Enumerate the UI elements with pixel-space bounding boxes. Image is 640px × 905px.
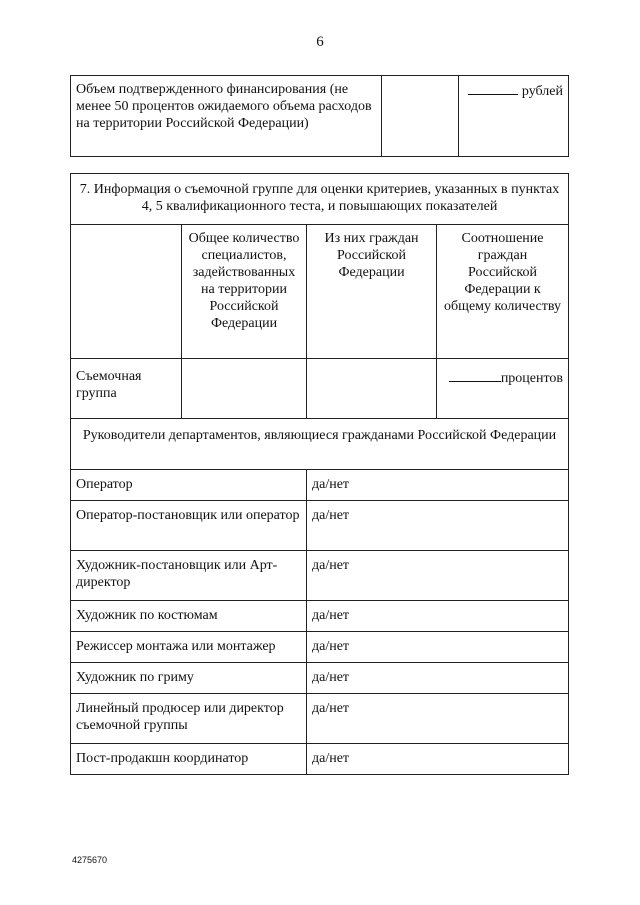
role-label: Художник по костюмам: [71, 601, 307, 632]
heads-subheader-row: [71, 419, 569, 470]
financing-row: [71, 76, 569, 157]
crew-ratio-cell[interactable]: [437, 359, 569, 419]
financing-unit: рублей: [521, 84, 563, 99]
role-value[interactable]: да/нет: [307, 632, 569, 663]
amount-blank[interactable]: [468, 81, 518, 95]
role-label: Пост-продакшн координатор: [71, 744, 307, 775]
financing-empty-cell[interactable]: [382, 76, 459, 157]
header-ratio: Соотношение граждан Российской Федерации к общему количеству: [437, 225, 569, 359]
role-row: [71, 501, 569, 551]
ratio-unit: процентов: [500, 371, 564, 386]
crew-section-title-row: [71, 174, 569, 225]
role-value[interactable]: да/нет: [307, 663, 569, 694]
header-citizens: Из них граждан Российской Федерации: [307, 225, 437, 359]
role-label: Художник-постановщик или Арт-директор: [71, 551, 307, 601]
crew-header-row: [71, 225, 569, 359]
financing-label: Объем подтвержденного финансирования (не менее 50 процентов ожидаемого объема расходов на территории Российской Федерации): [71, 76, 382, 157]
role-value[interactable]: да/нет: [307, 601, 569, 632]
ratio-blank[interactable]: [449, 368, 501, 382]
header-total: Общее количество специалистов, задействованных на территории Российской Федерации: [182, 225, 307, 359]
role-value[interactable]: да/нет: [307, 694, 569, 744]
header-empty-cell: [71, 225, 182, 359]
role-row: [71, 663, 569, 694]
role-row: [71, 694, 569, 744]
role-label: Режиссер монтажа или монтажер: [71, 632, 307, 663]
role-label: Оператор-постановщик или оператор: [71, 501, 307, 551]
role-row: [71, 601, 569, 632]
crew-total-cell[interactable]: [182, 359, 307, 419]
document-id: 4275670: [72, 855, 108, 865]
role-row: [71, 744, 569, 775]
role-row: [71, 632, 569, 663]
role-value[interactable]: да/нет: [307, 744, 569, 775]
role-value[interactable]: да/нет: [307, 551, 569, 601]
crew-row: [71, 359, 569, 419]
crew-section-title: 7. Информация о съемочной группе для оценки критериев, указанных в пунктах 4, 5 квалификационного теста, и повышающих показателей: [71, 174, 569, 225]
financing-amount-cell[interactable]: [459, 76, 569, 157]
role-label: Художник по гриму: [71, 663, 307, 694]
crew-label: Съемочная группа: [71, 359, 182, 419]
crew-table: [70, 173, 569, 775]
page-number: 6: [316, 34, 324, 50]
role-row: [71, 551, 569, 601]
crew-citizens-cell[interactable]: [307, 359, 437, 419]
heads-subheader: Руководители департаментов, являющиеся гражданами Российской Федерации: [71, 419, 569, 470]
role-row: [71, 470, 569, 501]
role-label: Линейный продюсер или директор съемочной группы: [71, 694, 307, 744]
role-value[interactable]: да/нет: [307, 470, 569, 501]
financing-table: [70, 75, 569, 157]
role-label: Оператор: [71, 470, 307, 501]
role-value[interactable]: да/нет: [307, 501, 569, 551]
